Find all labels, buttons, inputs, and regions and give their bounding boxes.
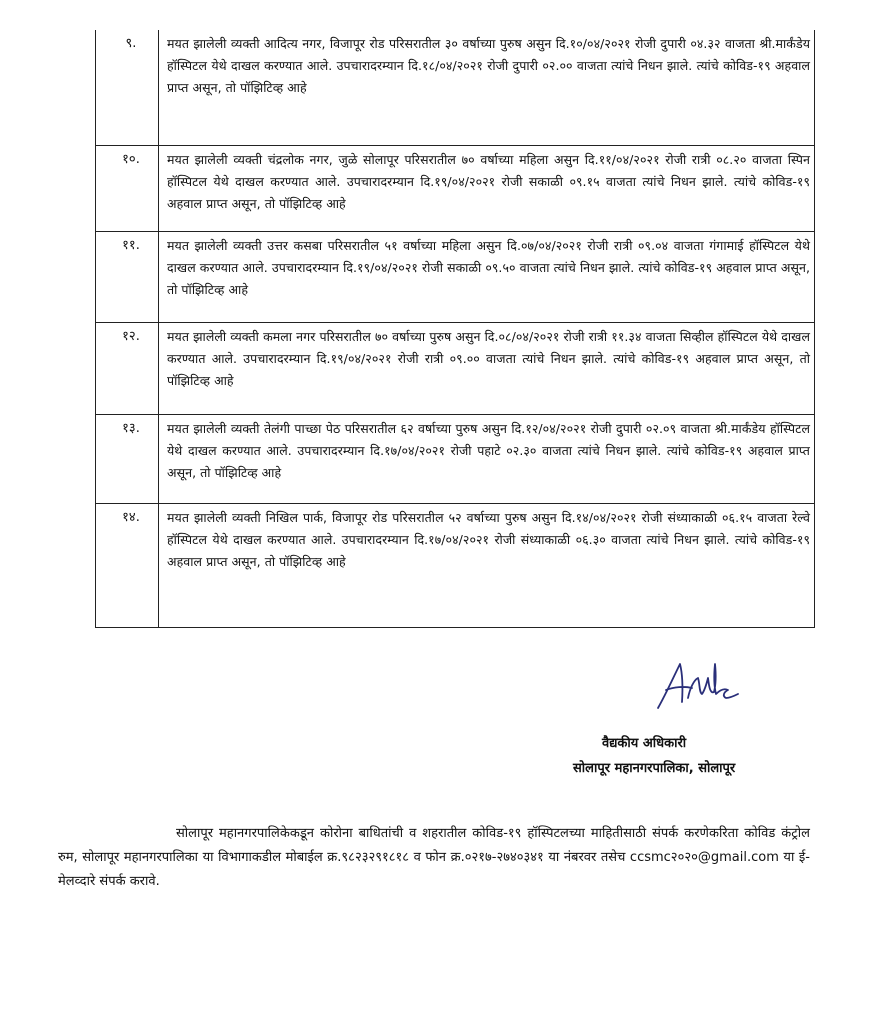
record-number-cell xyxy=(96,503,159,627)
record-text: मयत झालेली व्यक्ती निखिल पार्क, विजापूर रोड परिसरातील ५२ वर्षाच्या पुरुष असुन दि.१४/०४/२०२१ रोजी संध्याकाळी ०६.१५ वाजता रेल्वे हॉस्पिटल येथे दाखल करण्यात आले. उपचारादरम्यान दि.१७/०४/२०२१ रोजी संध्याकाळी ०६.३० वाजता त्यांचे निधन झाले. त्यांचे कोविड-१९ अहवाल प्राप्त असून, तो पॉझिटिव्ह आहे xyxy=(167,509,810,569)
record-text-cell xyxy=(159,503,815,627)
table-row xyxy=(96,503,815,627)
contact-paragraph: सोलापूर महानगरपालिकेकडून कोरोना बाधितांची व शहरातील कोविड-१९ हॉस्पिटलच्या माहितीसाठी संपर्क करणेकरिता कोविड कंट्रोल रुम, सोलापूर महानगरपालिका या विभागाकडील मोबाईल क्र.९८२३२९१८१८ व फोन क्र.०२१७-२७४०३४१ या नंबरवर तसेच ccsmc२०२०@gmail.com या ई-मेलव्दारे संपर्क करावे. xyxy=(58,826,810,889)
record-number-cell xyxy=(96,145,159,231)
record-text-cell xyxy=(159,414,815,503)
table-row xyxy=(96,30,815,145)
table-row xyxy=(96,145,815,231)
record-number: १४. xyxy=(122,509,140,525)
record-number: १३. xyxy=(122,420,140,436)
record-text-cell xyxy=(159,231,815,322)
record-number: १२. xyxy=(122,328,140,344)
record-text-cell xyxy=(159,145,815,231)
record-text: मयत झालेली व्यक्ती तेलंगी पाच्छा पेठ परिसरातील ६२ वर्षाच्या पुरुष असुन दि.१२/०४/२०२१ रोजी दुपारी ०२.०९ वाजता श्री.मार्कंडेय हॉस्पिटल येथे दाखल करण्यात आले. उपचारादरम्यान दि.१७/०४/२०२१ रोजी पहाटे ०२.३० वाजता त्यांचे निधन झाले. त्यांचे कोविड-१९ अहवाल प्राप्त असून, तो पॉझिटिव्ह आहे xyxy=(167,420,810,480)
record-number-cell xyxy=(96,231,159,322)
record-number-cell xyxy=(96,322,159,414)
record-number: ११. xyxy=(122,237,140,253)
record-number: ९. xyxy=(125,36,137,51)
record-text: मयत झालेली व्यक्ती कमला नगर परिसरातील ७० वर्षाच्या पुरुष असुन दि.०८/०४/२०२१ रोजी रात्री ११.३४ वाजता सिव्हील हॉस्पिटल येथे दाखल करण्यात आले. उपचारादरम्यान दि.१९/०४/२०२१ रोजी रात्री ०९.०० वाजता त्यांचे निधन झाले. त्यांचे कोविड-१९ अहवाल प्राप्त असून, तो पॉझिटिव्ह आहे xyxy=(167,328,810,388)
record-text: मयत झालेली व्यक्ती आदित्य नगर, विजापूर रोड परिसरातील ३० वर्षाच्या पुरुष असुन दि.१०/०४/२०२१ रोजी दुपारी ०४.३२ वाजता श्री.मार्कंडेय हॉस्पिटल येथे दाखल करण्यात आले. उपचारादरम्यान दि.१८/०४/२०२१ रोजी दुपारी ०२.०० वाजता त्यांचे निधन झाले. त्यांचे कोविड-१९ अहवाल प्राप्त असून, तो पॉझिटिव्ह आहे xyxy=(167,36,810,95)
death-records-table xyxy=(95,30,815,628)
record-text-cell xyxy=(159,322,815,414)
handwritten-signature-icon xyxy=(652,650,742,720)
signatory-organization: सोलापूर महानगरपालिका, सोलापूर xyxy=(573,761,736,776)
record-text: मयत झालेली व्यक्ती उत्तर कसबा परिसरातील ५१ वर्षाच्या महिला असुन दि.०७/०४/२०२१ रोजी रात्री ०९.०४ वाजता गंगामाई हॉस्पिटल येथे दाखल करण्यात आले. उपचारादरम्यान दि.१९/०४/२०२१ रोजी सकाळी ०९.५० वाजता त्यांचे निधन झाले. त्यांचे कोविड-१९ अहवाल प्राप्त असून, तो पॉझिटिव्ह आहे xyxy=(167,237,810,297)
table-row xyxy=(96,414,815,503)
signatory-title: वैद्यकीय अधिकारी xyxy=(602,736,687,751)
record-number: १०. xyxy=(122,151,140,167)
table-row xyxy=(96,322,815,414)
record-number-cell xyxy=(96,414,159,503)
record-number-cell xyxy=(96,30,159,145)
record-text-cell xyxy=(159,30,815,145)
table-row xyxy=(96,231,815,322)
record-text: मयत झालेली व्यक्ती चंद्रलोक नगर, जुळे सोलापूर परिसरातील ७० वर्षाच्या महिला असुन दि.११/०४/२०२१ रोजी रात्री ०८.२० वाजता स्पिन हॉस्पिटल येथे दाखल करण्यात आले. उपचारादरम्यान दि.१९/०४/२०२१ रोजी सकाळी ०९.१५ वाजता त्यांचे निधन झाले. त्यांचे कोविड-१९ अहवाल प्राप्त असून, तो पॉझिटिव्ह आहे xyxy=(167,151,810,211)
